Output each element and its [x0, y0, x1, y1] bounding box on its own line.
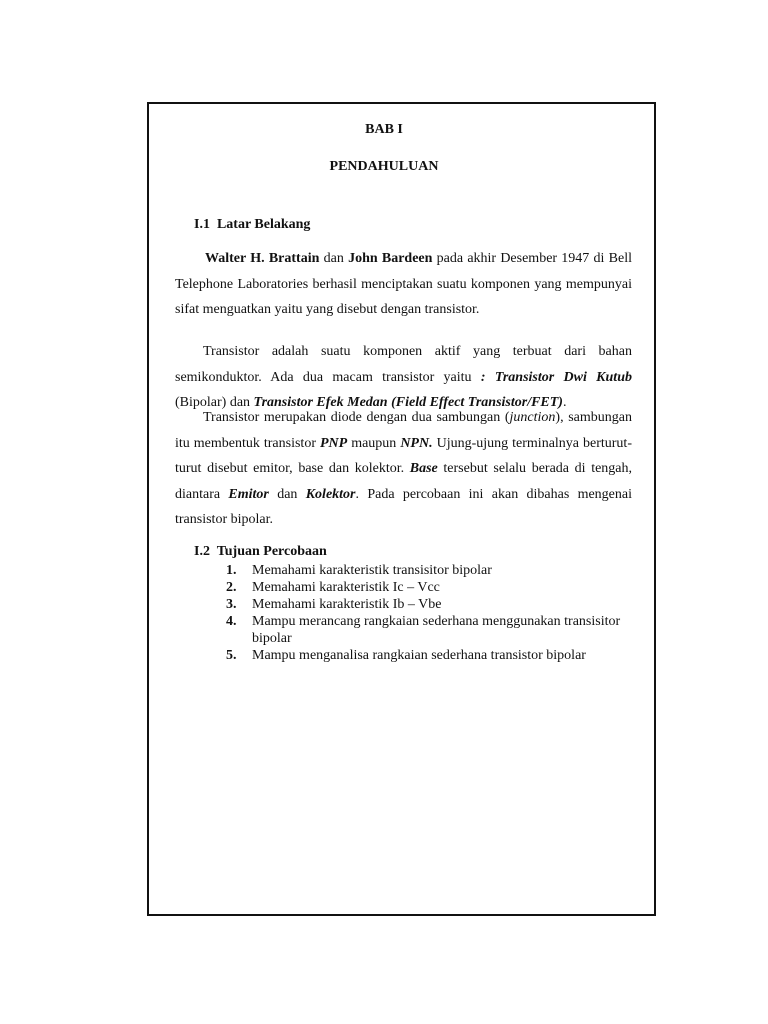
term-emitor: Emitor [228, 486, 269, 502]
chapter-title: PENDAHULUAN [329, 159, 439, 174]
term-base: Base [409, 461, 438, 476]
paragraph-2-text: (Bipolar) dan [175, 395, 254, 410]
term-dwi-kutub: : Transistor Dwi Kutub [480, 369, 632, 385]
list-item-number: 3. [226, 597, 237, 612]
term-kolektor: Kolektor [305, 486, 356, 502]
section-heading-latar-belakang: I.1 Latar Belakang [194, 217, 311, 232]
paragraph-3-text: dan [268, 486, 306, 502]
list-item-number: 5. [226, 648, 237, 663]
list-item-text: Memahami karakteristik Ic – Vcc [252, 580, 440, 595]
section-heading-tujuan-percobaan: I.2 Tujuan Percobaan [194, 544, 327, 559]
list-item [226, 613, 636, 647]
list-item-number: 1. [226, 563, 237, 578]
author-name-brattain: Walter H. Brattain [205, 251, 320, 266]
objectives-list [226, 562, 636, 664]
term-efek-medan: Transistor Efek Medan (Field Effect Transistor/FET) [253, 395, 563, 410]
list-item-text: Mampu menganalisa rangkaian sederhana transistor bipolar [252, 648, 586, 663]
paragraph-2-text: Transistor adalah suatu komponen aktif yang terbuat dari bahan semikonduktor. Ada dua macam transistor yaitu [175, 344, 632, 385]
list-item-text: Memahami karakteristik transisitor bipolar [252, 563, 492, 578]
chapter-number: BAB I [365, 122, 403, 137]
list-item-number: 4. [226, 614, 237, 629]
list-item-text: Memahami karakteristik Ib – Vbe [252, 597, 442, 612]
paragraph-3-text: ), sambungan itu membentuk transistor [175, 410, 632, 451]
term-pnp: PNP [319, 435, 348, 451]
paragraph-1-text: dan [319, 251, 349, 266]
paragraph-3-text: tersebut selalu berada di tengah, diantara [175, 461, 633, 502]
paragraph-3-text: Ujung-ujung terminalnya berturut-turut disebut emitor, base dan kolektor. [175, 435, 632, 476]
list-item [226, 596, 636, 613]
author-name-bardeen: John Bardeen [348, 251, 433, 266]
term-npn: NPN. [400, 435, 433, 451]
paragraph-1 [175, 246, 632, 323]
list-item [226, 647, 636, 664]
term-junction: junction [509, 410, 556, 425]
list-item-number: 2. [226, 580, 237, 595]
paragraph-3 [175, 405, 632, 533]
paragraph-3-text: . Pada percobaan ini akan dibahas mengenai transistor bipolar. [175, 486, 632, 527]
list-item [226, 579, 636, 596]
list-item [226, 562, 636, 579]
list-item-text: Mampu merancang rangkaian sederhana menggunakan transisitor bipolar [252, 614, 621, 646]
paragraph-3-text: Transistor merupakan diode dengan dua sambungan ( [203, 410, 510, 425]
paragraph-3-text: maupun [347, 435, 401, 451]
paragraph-1-text: pada akhir Desember 1947 di Bell Telephone Laboratories berhasil menciptakan suatu komponen yang mempunyai sifat menguatkan yaitu yang disebut dengan transistor. [175, 251, 632, 317]
paragraph-2-text: . [562, 395, 567, 410]
